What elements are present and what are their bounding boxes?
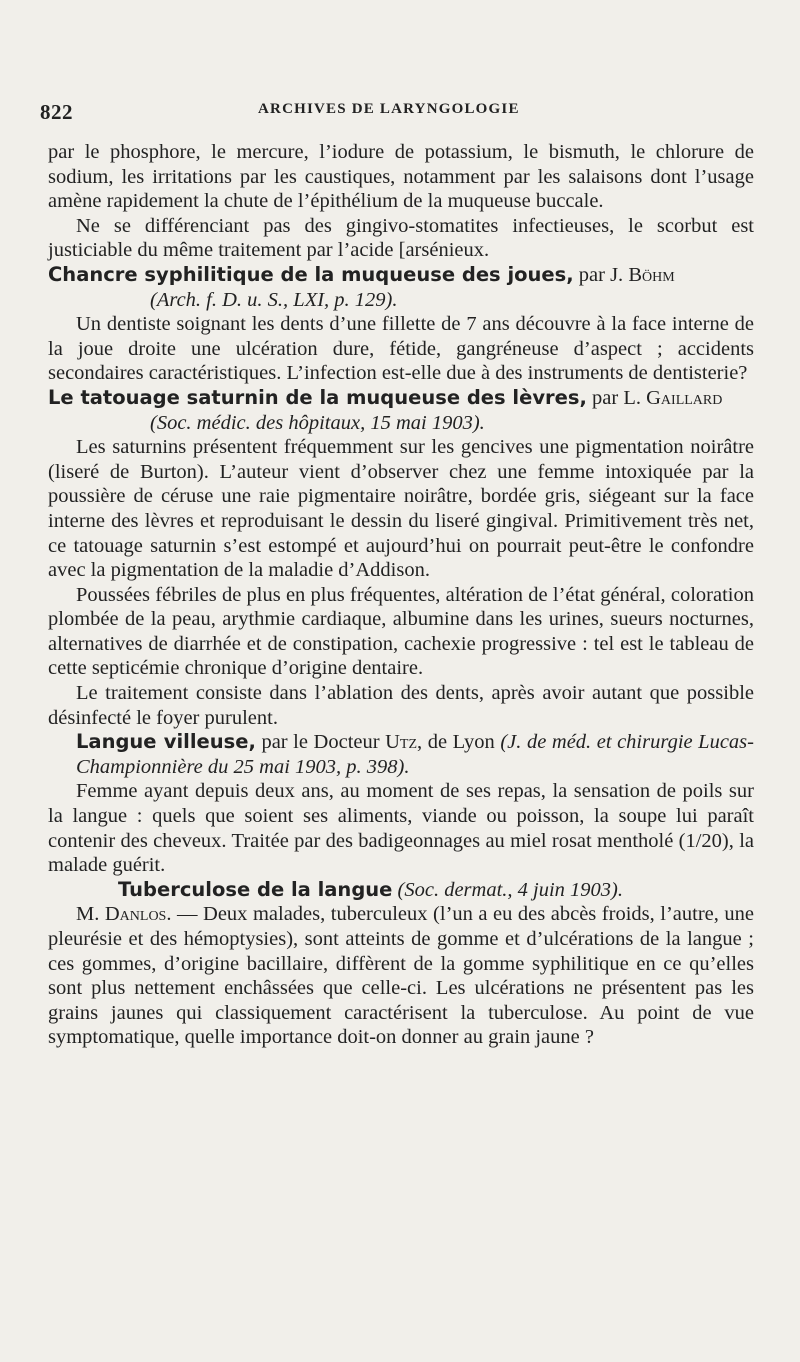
article-source: (Arch. f. D. u. S., LXI, p. 129). <box>150 288 398 311</box>
paragraph: par le phosphore, le mercure, l’iodure de potassium, le bismuth, le chlorure de sodium, les irritations par les caustiques, notamment par les salaisons dont l’usage amène rapidement la chute de l’épithélium de la muqueuse buccale. <box>48 141 754 213</box>
page-content <box>48 140 754 1050</box>
page-number: 822 <box>40 100 73 124</box>
article-author: Gaillard <box>646 386 723 409</box>
article-title: Langue villeuse, <box>76 730 256 754</box>
article-title: Le tatouage saturnin de la muqueuse des lèvres, <box>48 385 587 409</box>
article-title: Chancre syphilitique de la muqueuse des joues, <box>48 262 574 286</box>
article-source: (J. de méd. et chirurgie Lucas-Championnière du 25 mai 1903, p. 398). <box>76 731 754 778</box>
paragraph: Le traitement consiste dans l’ablation des dents, après avoir autant que possible désinfecté le foyer purulent. <box>48 682 754 729</box>
paragraph: Poussées fébriles de plus en plus fréquentes, altération de l’état général, coloration plombée de la peau, arythmie cardiaque, albumine dans les urines, sueurs nocturnes, alternatives de diarrhée et de constipation, cachexie progressive : tel est le tableau de cette septicémie chronique d’origine dentaire. <box>48 583 754 680</box>
article-heading <box>48 730 754 779</box>
article-heading <box>48 263 754 312</box>
running-title: ARCHIVES DE LARYNGOLOGIE <box>258 101 520 117</box>
article-place: , de Lyon <box>417 731 501 754</box>
article-title: Tuberculose de la langue <box>118 877 393 901</box>
paragraph: Femme ayant depuis deux ans, au moment de ses repas, la sensation de poils sur la langue : quels que soient ses aliments, viande ou poisson, la soupe lui paraît contenir des cheveux. Traitée par des badigeonnages au miel rosat mentholé (1/20), la malade guérit. <box>48 780 754 877</box>
article-byline: par J. <box>573 263 629 286</box>
paragraph: Ne se différenciant pas des gingivo-stomatites infectieuses, le scorbut est justiciable du même traitement par l’acide [arsénieux. <box>48 214 754 262</box>
article-source: (Soc. dermat., 4 juin 1903). <box>392 878 623 901</box>
paragraph: Les saturnins présentent fréquemment sur les gencives une pigmentation noirâtre (liseré de Burton). L’auteur vient d’observer chez une femme intoxiquée par la poussière de céruse une raie pigmentaire noirâtre, bordée gris, siégeant sur la face interne des lèvres et reproduisant le dessin du liseré gingival. Primitivement très net, ce tatouage saturnin s’est estompé et aujourd’hui on pourrait peut-être le confondre avec la pigmentation de la maladie d’Addison. <box>48 436 754 582</box>
article-byline: par L. <box>586 386 647 409</box>
article-heading <box>48 878 754 903</box>
article-author: Utz <box>385 731 418 754</box>
speaker-name: M. Danlos. <box>76 903 172 926</box>
paragraph-text: — Deux malades, tuberculeux (l’un a eu des abcès froids, l’autre, une pleurésie et des hémoptysies), sont atteints de gomme et d’ulcérations de la langue ; ces gommes, d’origine bacillaire, diffèrent de la gomme syphilitique en ce qu’elles sont plus nettement enchâssées que celle-ci. Les ulcérations ne présentent pas les grains jaunes qui classiquement caractérisent la tuberculose. Au point de vue symptomatique, quelle importance doit-on donner au grain jaune ? <box>48 903 755 1049</box>
article-byline: par le Docteur <box>255 731 386 754</box>
article-source: (Soc. médic. des hôpitaux, 15 mai 1903). <box>150 411 485 434</box>
article-author: Böhm <box>628 263 675 286</box>
page-header <box>0 0 800 124</box>
article-heading <box>48 386 754 435</box>
paragraph: Un dentiste soignant les dents d’une fillette de 7 ans découvre à la face interne de la joue droite une ulcération dure, fétide, gangréneuse d’aspect ; accidents secondaires caractéristiques. L’infection est-elle due à des instruments de dentisterie? <box>48 313 754 385</box>
paragraph <box>48 902 754 1050</box>
